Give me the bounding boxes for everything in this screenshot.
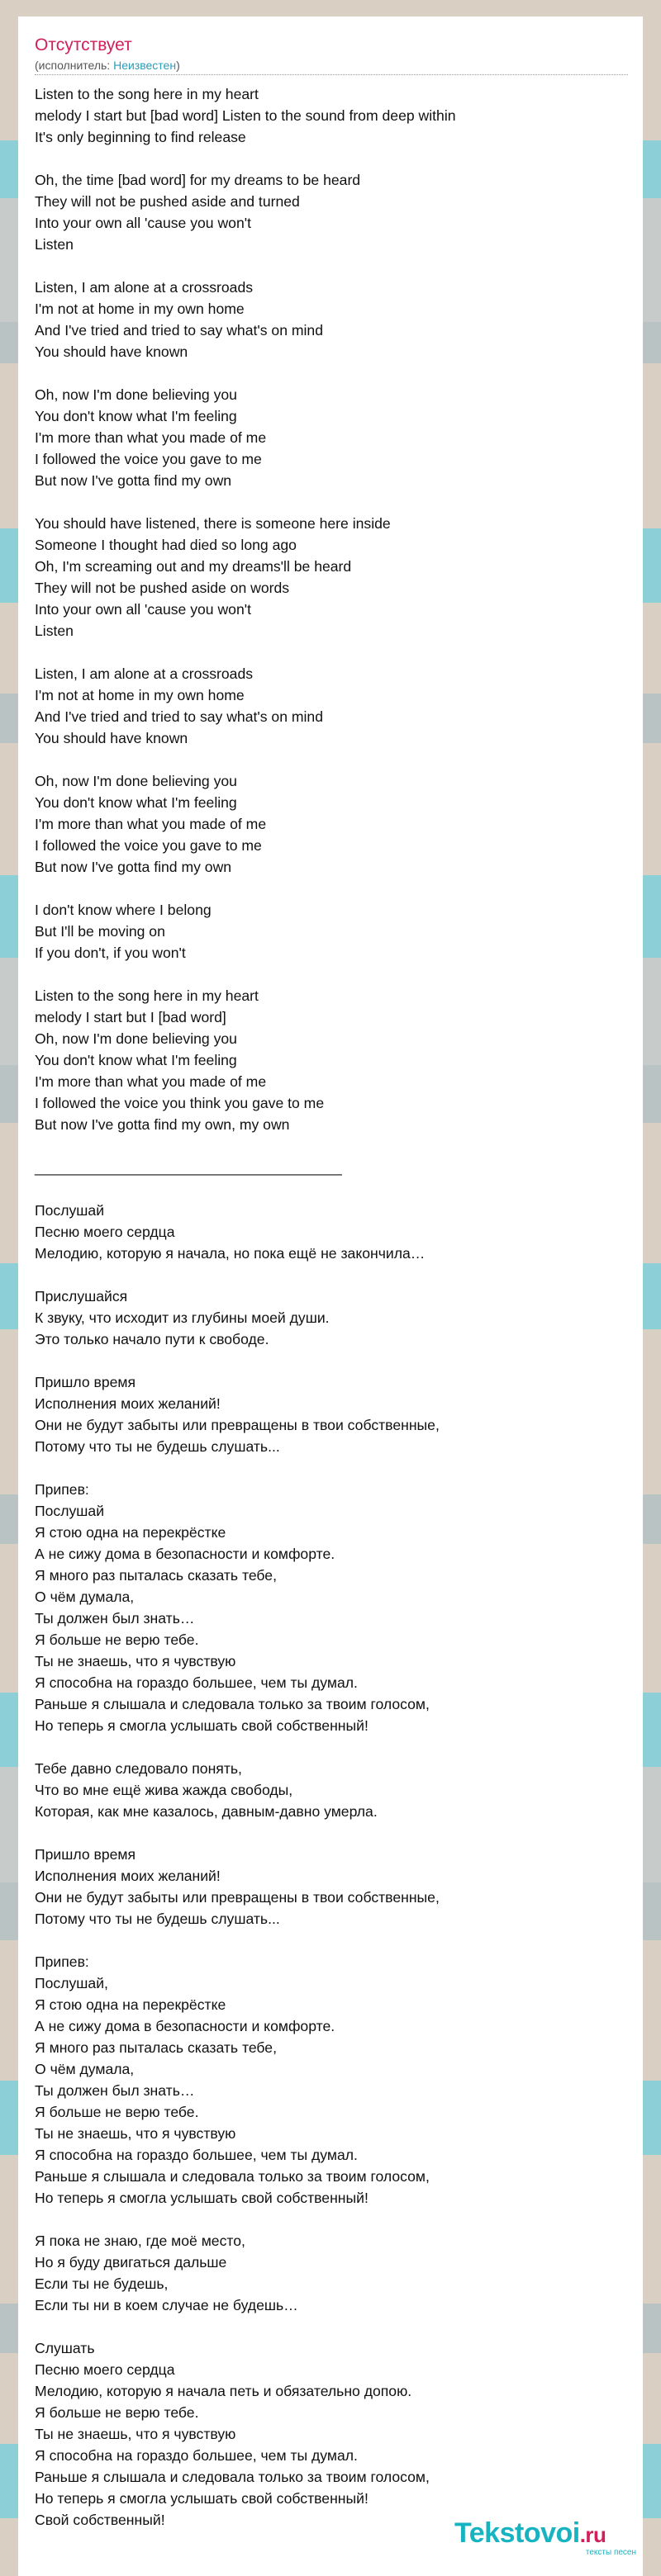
logo-main: Tekstovoi <box>454 2517 580 2549</box>
lyrics-card <box>18 17 643 2576</box>
artist-suffix: ) <box>176 59 180 72</box>
song-title: Отсутствует <box>35 36 132 54</box>
logo-tld: .ru <box>579 2522 606 2547</box>
logo-tagline: тексты песен <box>585 2548 636 2557</box>
artist-prefix: (исполнитель: <box>35 59 114 72</box>
artist-line <box>35 58 626 73</box>
title-divider <box>35 74 628 75</box>
artist-link[interactable]: Неизвестен <box>113 59 177 72</box>
site-logo[interactable] <box>454 2518 636 2561</box>
lyrics-text: Listen to the song here in my heart melody I start but [bad word] Listen to the sound from deep within It's only beginning to find release Oh, the time [bad word] for my dreams to be heard They will not be pushed aside and turned Into your own all 'cause you won't Listen Listen, I am alone at a crossroads I'm not at home in my own home And I've tried and tried to say what's on mind You should have known Oh, now I'm done believing you You don't know what I'm feeling I'm more than what you made of me I followed the voice you gave to me But now I've gotta find my own You should have listened, there is someone here inside Someone I thought had died so long ago Oh, I'm screaming out and my dreams'll be heard They will not be pushed aside on words Into your own all 'cause you won't Listen Listen, I am alone at a crossroads I'm not at home in my own home And I've tried and tried to say what's on mind You should have known Oh, now I'm done believing you You don't know what I'm feeling I'm more than what you made of me I followed the voice you gave to me But now I've gotta find my own I don't know where I belong But I'll be moving on If you don't, if you won't Listen to the song here in my heart melody I start but I [bad word] Oh, now I'm done believing you You don't know what I'm feeling I'm more than what you made of me I followed the voice you think you gave to me But now I've gotta find my own, my own ______________________________________ Послушай Песню моего сердца Мелодию, которую я начала, но пока ещё не закончила… Прислушайся К звуку, что исходит из глубины моей души. Это только начало пути к свободе. Пришло время Исполнения моих желаний! Они не будут забыты или превращены в твои собственные, Потому что ты не будешь слушать... Припев: Послушай Я стою одна на перекрёстке А не сижу дома в безопасности и комфорте. Я много раз пыталась сказать тебе, О чём думала, Ты должен был знать… Я больше не верю тебе. Ты не знаешь, что я чувствую Я способна на гораздо большее, чем ты думал. Раньше я слышала и следовала только за твоим голосом, Но теперь я смогла услышать свой собственный! Тебе давно следовало понять, Что во мне ещё жива жажда свободы, Которая, как мне казалось, давным-давно умерла. Пришло время Исполнения моих желаний! Они не будут забыты или превращены в твои собственные, Потому что ты не будешь слушать... Припев: Послушай, Я стою одна на перекрёстке А не сижу дома в безопасности и комфорте. Я много раз пыталась сказать тебе, О чём думала, Ты должен был знать… Я больше не верю тебе. Ты не знаешь, что я чувствую Я способна на гораздо большее, чем ты думал. Раньше я слышала и следовала только за твоим голосом, Но теперь я смогла услышать свой собственный! Я пока не знаю, где моё место, Но я буду двигаться дальше Если ты не будешь, Если ты ни в коем случае не будешь… Слушать Песню моего сердца Мелодию, которую я начала петь и обязательно допою. Я больше не верю тебе. Ты не знаешь, что я чувствую Я способна на гораздо большее, чем ты думал. Раньше я слышала и следовала только за твоим голосом, Но теперь я смогла услышать свой собственный! Свой собственный! <box>35 86 456 2528</box>
